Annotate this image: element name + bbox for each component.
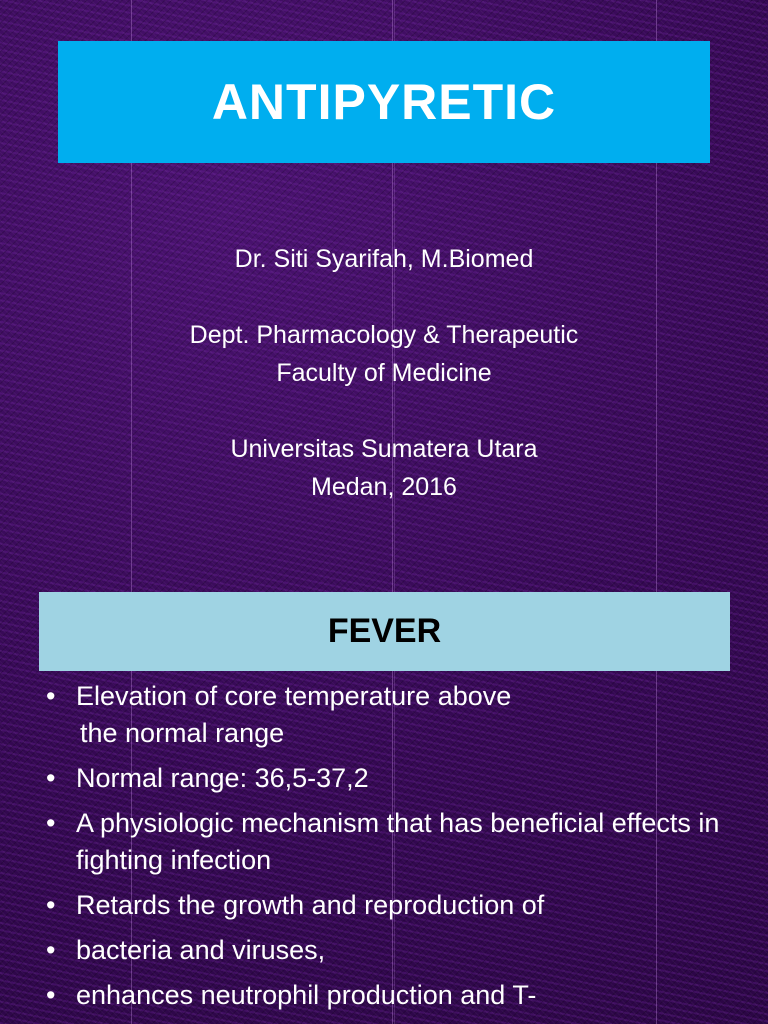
bullet-text: Normal range: 36,5-37,2 bbox=[76, 763, 369, 793]
bullet-text: the normal range bbox=[80, 718, 285, 748]
bullet-marker: • bbox=[46, 935, 56, 965]
bullet-item bbox=[44, 760, 744, 797]
bullet-marker: • bbox=[46, 763, 56, 793]
bullet-marker: • bbox=[46, 890, 56, 920]
bullet-marker: • bbox=[46, 808, 56, 838]
bullet-list bbox=[44, 678, 744, 1022]
bullet-item bbox=[44, 887, 744, 924]
bullet-item bbox=[44, 678, 744, 715]
bullet-marker: • bbox=[46, 681, 56, 711]
section-heading: FEVER bbox=[327, 612, 442, 650]
bullet-item bbox=[44, 715, 744, 752]
bullet-item bbox=[44, 977, 744, 1014]
bullet-text: A physiologic mechanism that has beneficial effects in fighting infection bbox=[76, 808, 720, 875]
bullet-text: bacteria and viruses, bbox=[76, 935, 326, 965]
title-banner bbox=[58, 41, 710, 163]
bullet-item bbox=[44, 932, 744, 969]
bullet-marker: • bbox=[46, 980, 56, 1010]
author-dept: Dept. Pharmacology & Therapeutic bbox=[189, 321, 579, 349]
bullet-text: Retards the growth and reproduction of bbox=[76, 890, 545, 920]
bullet-text: Elevation of core temperature above bbox=[76, 681, 512, 711]
author-info bbox=[0, 240, 768, 506]
author-name: Dr. Siti Syarifah, M.Biomed bbox=[234, 245, 534, 273]
bullet-item bbox=[44, 805, 744, 879]
author-faculty: Faculty of Medicine bbox=[276, 359, 492, 387]
bullet-text: enhances neutrophil production and T- bbox=[76, 980, 537, 1010]
author-place-year: Medan, 2016 bbox=[311, 473, 457, 501]
slide-title: ANTIPYRETIC bbox=[211, 74, 557, 130]
section-banner bbox=[39, 592, 730, 671]
author-university: Universitas Sumatera Utara bbox=[230, 435, 538, 463]
